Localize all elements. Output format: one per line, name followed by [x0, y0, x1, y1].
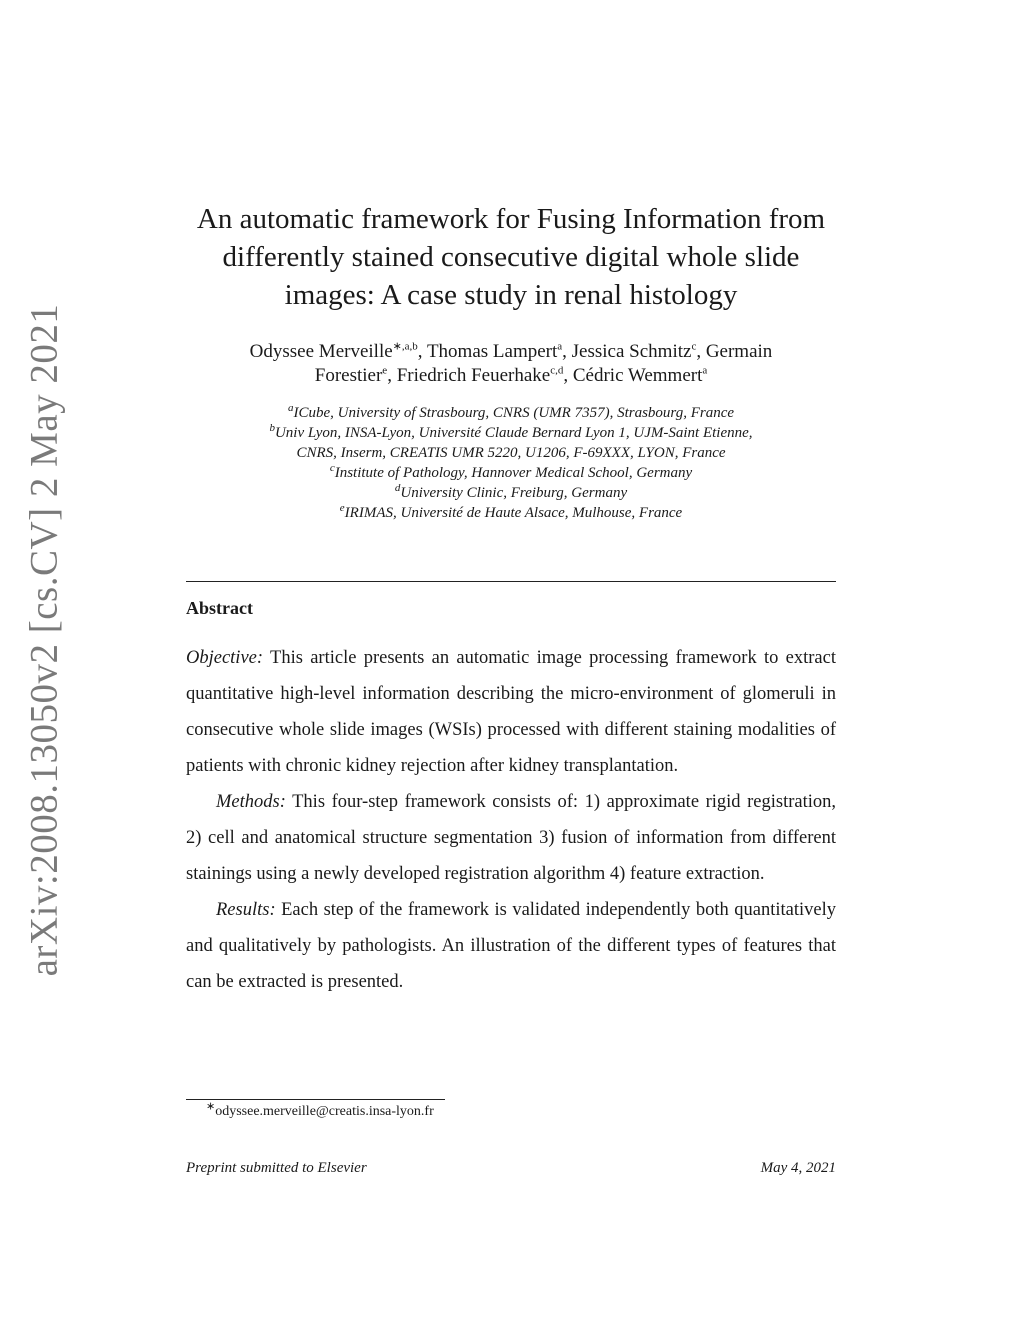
affiliation: $^d$University Clinic, Freiburg, Germany — [394, 482, 628, 501]
author-name-second-part: Forestier — [314, 365, 383, 386]
paper-title — [186, 200, 836, 314]
abstract-heading: Abstract — [186, 598, 253, 618]
title-line-2: differently stained consecutive digital whole slide — [222, 241, 800, 273]
author-affiliation-mark: a — [702, 364, 708, 377]
footnote-divider — [186, 1099, 445, 1100]
objective-label: Objective: — [186, 648, 264, 668]
author-name: Odyssee Merveille — [249, 341, 393, 362]
author-line-1: Odyssee Merveille$^{∗,a,b}$, Thomas Lampert$^a$, Jessica Schmitz$^c$, Germain — [249, 340, 773, 362]
author-affiliation-mark: e — [382, 364, 388, 377]
arxiv-identifier: arXiv:2008.13050v2 [cs.CV] 2 May 2021 — [22, 303, 66, 977]
affiliation: $^c$Institute of Pathology, Hannover Medical School, Germany — [329, 462, 693, 481]
footer-preprint-note: Preprint submitted to Elsevier — [186, 1160, 367, 1176]
objective-text: This article presents an automatic image processing framework to extract quantitative high-level information describing the micro-environment of glomeruli in consecutive whole slide images (WSIs) processed with different staining modalities of patients with chronic kidney rejection after kidney transplantation. — [186, 648, 836, 776]
footnote-mark: ∗ — [206, 1100, 216, 1113]
title-line-1: An automatic framework for Fusing Information from — [196, 203, 826, 235]
author-name-first-part: Germain — [705, 341, 773, 362]
results-text: Each step of the framework is validated independently both quantitatively and qualitatively by pathologists. An illustration of the different types of features that can be extracted is presented. — [186, 900, 837, 992]
author-affiliation-mark: c — [691, 340, 697, 353]
author-name: Thomas Lampert — [426, 341, 558, 362]
header-divider — [186, 581, 836, 582]
author-list — [186, 340, 836, 388]
affiliation: $^e$IRIMAS, Université de Haute Alsace, Mulhouse, France — [339, 502, 683, 521]
affiliation: $^b$Univ Lyon, INSA-Lyon, Université Claude Bernard Lyon 1, UJM-Saint Etienne, — [269, 422, 753, 441]
footnote — [206, 1100, 434, 1120]
author-affiliation-mark: c,d — [550, 364, 564, 377]
author-name: Friedrich Feuerhake — [396, 365, 551, 386]
methods-label: Methods: — [216, 792, 286, 812]
affiliation-list — [186, 403, 836, 523]
footnote-email: odyssee.merveille@creatis.insa-lyon.fr — [215, 1104, 434, 1119]
affiliation-continued: CNRS, Inserm, CREATIS UMR 5220, U1206, F-69XXX, LYON, France — [296, 445, 726, 461]
author-affiliation-mark: ∗,a,b — [392, 340, 418, 353]
title-line-3: images: A case study in renal histology — [284, 279, 738, 311]
author-name: Cédric Wemmert — [572, 365, 703, 386]
results-label: Results: — [216, 900, 276, 920]
footer-date: May 4, 2021 — [760, 1160, 836, 1176]
author-line-2: Forestier$^e$, Friedrich Feuerhake$^{c,d}$, Cédric Wemmert$^a$ — [314, 364, 708, 386]
methods-text: This four-step framework consists of: 1) approximate rigid registration, 2) cell and anatomical structure segmentation 3) fusion of information from different stainings using a newly developed registration algorithm 4) feature extraction. — [186, 792, 836, 884]
abstract-methods — [186, 784, 836, 892]
author-name: Jessica Schmitz — [571, 341, 692, 362]
abstract-body — [186, 640, 836, 1000]
affiliation: $^a$ICube, University of Strasbourg, CNRS (UMR 7357), Strasbourg, France — [287, 402, 735, 421]
abstract-results — [186, 892, 836, 1000]
abstract-objective — [186, 640, 836, 784]
author-affiliation-mark: a — [557, 340, 563, 353]
